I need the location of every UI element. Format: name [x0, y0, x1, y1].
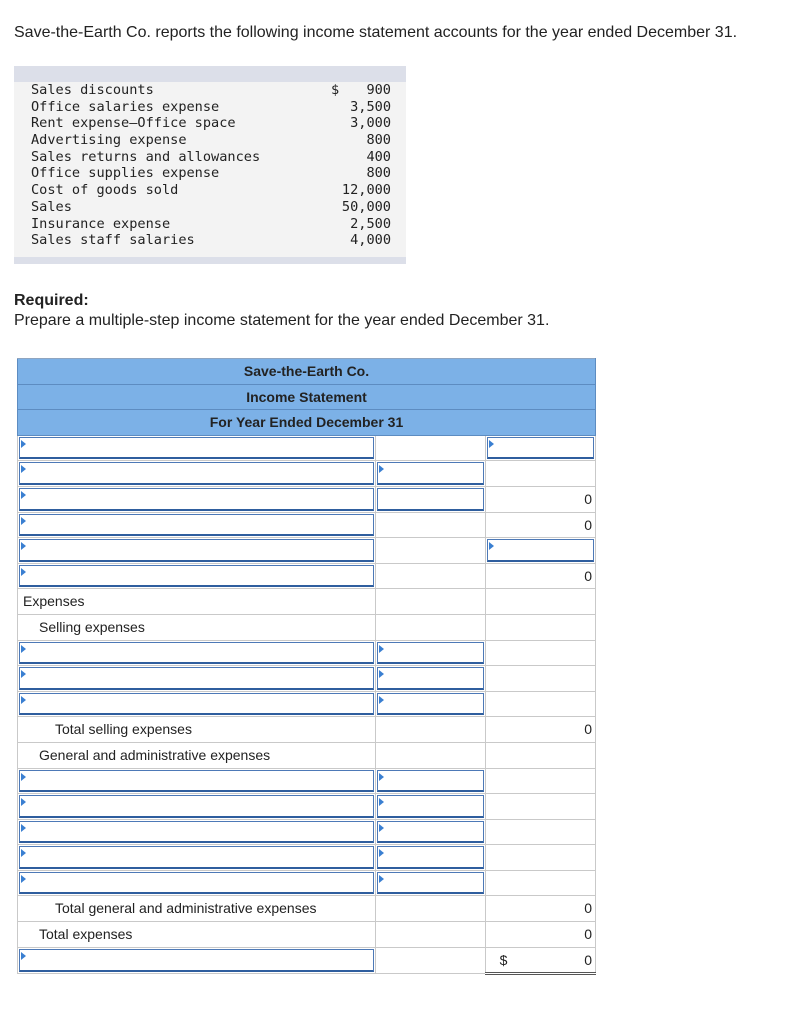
account-row: [31, 232, 395, 249]
account-name: Sales discounts: [31, 82, 154, 98]
account-row: [31, 199, 395, 216]
accounts-table-top-bar: [14, 66, 406, 82]
selling-expenses-label: Selling expenses: [39, 618, 145, 635]
account-amount: 4,000: [350, 232, 391, 249]
empty-cell: [485, 666, 595, 692]
gen-admin-item2-dropdown[interactable]: [19, 795, 374, 818]
row2-amount-input[interactable]: [377, 462, 483, 485]
selling-item1-dropdown[interactable]: [19, 642, 374, 665]
row1-label-dropdown[interactable]: [19, 437, 374, 460]
dropdown-arrow-icon: [21, 798, 26, 806]
dropdown-arrow-icon: [21, 491, 26, 499]
row2-label-dropdown[interactable]: [19, 462, 374, 485]
account-row: [31, 82, 395, 99]
empty-cell: [485, 819, 595, 845]
dropdown-arrow-icon: [379, 670, 384, 678]
empty-cell: [485, 640, 595, 666]
gen-admin-item3-amount[interactable]: [377, 821, 483, 844]
account-name: Advertising expense: [31, 132, 187, 149]
selling-item2-dropdown[interactable]: [19, 667, 374, 690]
dropdown-arrow-icon: [379, 849, 384, 857]
gen-admin-item5-amount[interactable]: [377, 872, 483, 895]
total-expenses-value: 0: [584, 926, 592, 943]
dropdown-arrow-icon: [21, 517, 26, 525]
account-name: Cost of goods sold: [31, 182, 179, 199]
dropdown-arrow-icon: [21, 773, 26, 781]
account-row: [31, 115, 395, 132]
gen-admin-item5-dropdown[interactable]: [19, 872, 374, 895]
statement-period: For Year Ended December 31: [18, 410, 596, 436]
empty-cell: [485, 794, 595, 820]
expenses-label: Expenses: [23, 593, 85, 610]
final-row-label-dropdown[interactable]: [19, 949, 374, 973]
row6-col2-cell: [376, 563, 485, 589]
dropdown-arrow-icon: [489, 542, 494, 550]
row3-amount-input[interactable]: [377, 488, 483, 511]
account-amount: 3,500: [350, 98, 391, 115]
required-instruction: Prepare a multiple-step income statement for the year ended December 31.: [14, 312, 550, 329]
account-amount: 3,000: [350, 115, 391, 132]
dropdown-arrow-icon: [21, 568, 26, 576]
empty-cell: [376, 717, 485, 743]
empty-cell: [485, 742, 595, 768]
empty-cell: [485, 768, 595, 794]
account-amount: 400: [366, 148, 391, 165]
empty-cell: [376, 896, 485, 922]
account-amount: 900: [366, 82, 391, 98]
selling-item3-dropdown[interactable]: [19, 693, 374, 716]
account-row: [31, 216, 395, 233]
row3-total: 0: [584, 490, 592, 507]
accounts-list: [31, 82, 395, 249]
income-statement-table: [17, 358, 596, 975]
gen-admin-item1-amount[interactable]: [377, 770, 483, 793]
statement-title: Income Statement: [18, 384, 596, 410]
dropdown-arrow-icon: [21, 875, 26, 883]
final-currency: $: [499, 951, 508, 968]
dropdown-arrow-icon: [379, 875, 384, 883]
account-amount: 50,000: [341, 198, 391, 215]
accounts-table: [14, 66, 406, 264]
gen-admin-item2-amount[interactable]: [377, 795, 483, 818]
account-row: [31, 99, 395, 116]
dropdown-arrow-icon: [21, 696, 26, 704]
row3-label-dropdown[interactable]: [19, 488, 374, 511]
dropdown-arrow-icon: [21, 849, 26, 857]
dropdown-arrow-icon: [379, 798, 384, 806]
empty-cell: [376, 922, 485, 948]
dropdown-arrow-icon: [21, 952, 26, 960]
total-selling-value: 0: [584, 721, 592, 738]
row6-total: 0: [584, 567, 592, 584]
account-amount: 12,000: [341, 182, 391, 199]
gen-admin-item3-dropdown[interactable]: [19, 821, 374, 844]
total-expenses-label: Total expenses: [39, 926, 133, 943]
account-name: Sales returns and allowances: [31, 148, 261, 165]
gen-admin-item4-dropdown[interactable]: [19, 846, 374, 869]
dropdown-arrow-icon: [379, 645, 384, 653]
gen-admin-label: General and administrative expenses: [39, 746, 271, 763]
account-row: [31, 182, 395, 199]
dropdown-arrow-icon: [21, 824, 26, 832]
row5-amount-input[interactable]: [487, 539, 594, 562]
total-selling-label: Total selling expenses: [55, 721, 192, 738]
statement-company: Save-the-Earth Co.: [18, 359, 596, 385]
account-row: [31, 132, 395, 149]
total-gen-admin-label: Total general and administrative expenses: [55, 900, 317, 917]
account-name: Office salaries expense: [31, 98, 220, 115]
total-gen-admin-value: 0: [584, 900, 592, 917]
row1-col2-cell: [376, 435, 485, 461]
empty-cell: [485, 845, 595, 871]
gen-admin-item4-amount[interactable]: [377, 846, 483, 869]
selling-item1-amount[interactable]: [377, 642, 483, 665]
empty-cell: [485, 870, 595, 896]
account-name: Office supplies expense: [31, 165, 220, 182]
account-amount: 800: [366, 132, 391, 149]
row1-amount-input[interactable]: [487, 437, 594, 460]
selling-item2-amount[interactable]: [377, 667, 483, 690]
account-row: [31, 149, 395, 166]
dropdown-arrow-icon: [21, 542, 26, 550]
account-currency: $: [331, 82, 340, 98]
account-name: Rent expense—Office space: [31, 115, 236, 132]
empty-cell: [376, 614, 485, 640]
empty-cell: [485, 589, 595, 615]
row5-col2-cell: [376, 538, 485, 564]
row6-label-dropdown[interactable]: [19, 565, 374, 588]
intro-text: Save-the-Earth Co. reports the following income statement accounts for the year ended December 31.: [14, 24, 738, 41]
dropdown-arrow-icon: [489, 440, 494, 448]
row4-label-dropdown[interactable]: [19, 514, 374, 537]
account-row: [31, 165, 395, 182]
account-name: Sales: [31, 198, 72, 215]
row5-label-dropdown[interactable]: [19, 539, 374, 562]
empty-cell: [376, 589, 485, 615]
account-amount: 800: [366, 165, 391, 182]
row4-col2-cell: [376, 512, 485, 538]
row4-total: 0: [584, 516, 592, 533]
account-name: Sales staff salaries: [31, 232, 195, 249]
dropdown-arrow-icon: [379, 696, 384, 704]
dropdown-arrow-icon: [21, 440, 26, 448]
required-heading: Required:: [14, 292, 89, 309]
account-amount: 2,500: [350, 215, 391, 232]
dropdown-arrow-icon: [21, 670, 26, 678]
dropdown-arrow-icon: [21, 645, 26, 653]
empty-cell: [485, 691, 595, 717]
gen-admin-item1-dropdown[interactable]: [19, 770, 374, 793]
dropdown-arrow-icon: [21, 465, 26, 473]
empty-cell: [376, 947, 485, 974]
empty-cell: [485, 614, 595, 640]
empty-cell: [376, 742, 485, 768]
row2-col3-cell: [485, 461, 595, 487]
accounts-table-bottom-bar: [14, 257, 406, 264]
selling-item3-amount[interactable]: [377, 693, 483, 716]
final-value: 0: [584, 951, 592, 968]
dropdown-arrow-icon: [379, 773, 384, 781]
account-name: Insurance expense: [31, 215, 171, 232]
dropdown-arrow-icon: [379, 465, 384, 473]
dropdown-arrow-icon: [379, 824, 384, 832]
